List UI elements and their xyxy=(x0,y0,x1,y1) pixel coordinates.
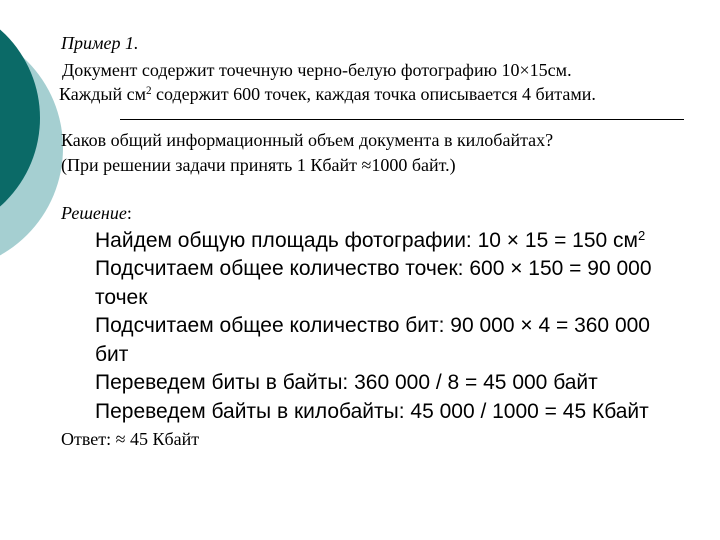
solution-step-area xyxy=(95,229,645,253)
answer-line: Ответ: ≈ 45 Кбайт xyxy=(61,429,200,449)
solution-step-points-line-1: Подсчитаем общее количество точек: 600 × 150 = 90 000 xyxy=(95,257,652,280)
solution-step-points-line-2: точек xyxy=(95,286,148,309)
divider-line xyxy=(120,119,684,120)
solution-step-kilobytes: Переведем байты в килобайты: 45 000 / 1000 = 45 Кбайт xyxy=(95,400,649,423)
solution-step-bits-line-2: бит xyxy=(95,343,129,366)
example-title-number: 1 xyxy=(124,33,134,53)
solution-step-bits-line-1: Подсчитаем общее количество бит: 90 000 × 4 = 360 000 xyxy=(95,314,650,337)
solution-colon: : xyxy=(126,203,132,223)
problem-line-2 xyxy=(59,84,596,105)
problem-line-2-start: Каждый см xyxy=(59,84,146,104)
problem-superscript: 2 xyxy=(145,84,152,97)
step-area-superscript: 2 xyxy=(638,227,646,243)
example-title-dot: . xyxy=(133,33,139,53)
question-line-1: Каков общий информационный объем документа в килобайтах? xyxy=(61,130,554,150)
problem-line-1: Документ содержит точечную черно-белую фотографию 10×15см. xyxy=(62,60,572,80)
solution-step-bytes: Переведем биты в байты: 360 000 / 8 = 45 000 байт xyxy=(95,371,598,394)
step-area-text: Найдем общую площадь фотографии: 10 × 15 = 150 см xyxy=(95,229,638,252)
example-title-label: Пример xyxy=(61,33,121,53)
problem-line-2-end: содержит 600 точек, каждая точка описывается 4 битами. xyxy=(151,84,596,104)
example-title xyxy=(61,33,138,54)
solution-heading xyxy=(61,203,132,224)
solution-label: Решение xyxy=(61,203,127,223)
question-line-2: (При решении задачи принять 1 Кбайт ≈1000 байт.) xyxy=(61,155,456,175)
